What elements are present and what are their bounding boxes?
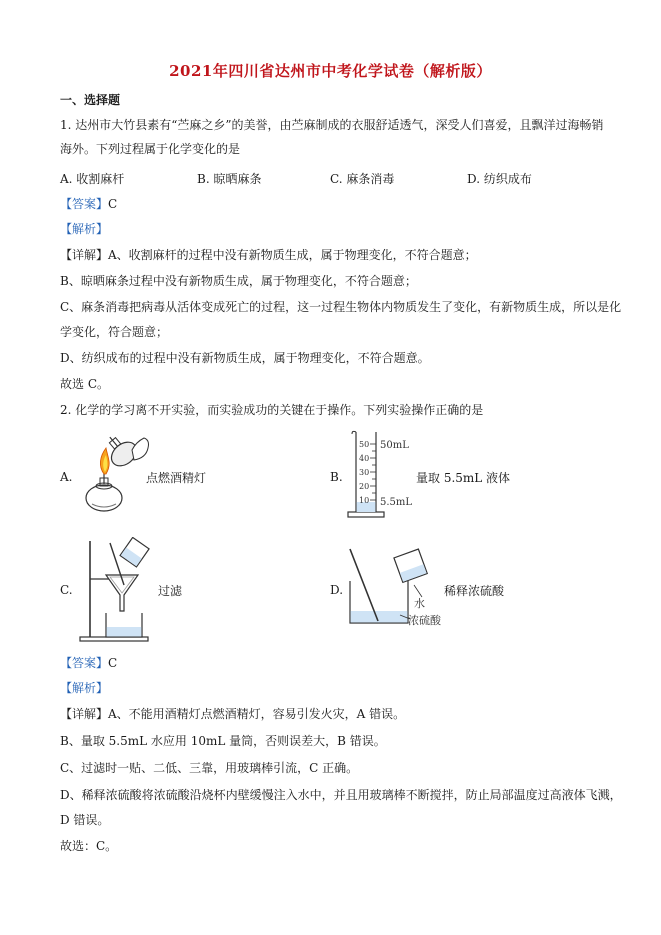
q1-detail-line1	[60, 247, 477, 263]
q2-option-c-caption: 过滤	[158, 584, 183, 598]
q2-option-b-caption: 量取 5.5mL 液体	[416, 471, 511, 485]
page-title: 2021年四川省达州市中考化学试卷（解析版）	[169, 62, 492, 80]
q2-option-a-letter: A.	[60, 470, 73, 484]
q2-option-b-letter: B.	[330, 470, 343, 484]
q1-stem-line2: 海外。下列过程属于化学变化的是	[60, 142, 241, 156]
answer-value: C	[108, 656, 118, 670]
q2-conclusion: 故选：C。	[60, 839, 118, 853]
q1-detail-line5: D、纺织成布的过程中没有新物质生成，属于物理变化，不符合题意。	[60, 351, 430, 365]
q2-option-d-caption: 稀释浓硫酸	[444, 584, 505, 598]
q2-detail-line3: C、过滤时一贴、二低、三靠，用玻璃棒引流，C 正确。	[60, 761, 359, 775]
cylinder-tick-50: 50	[359, 440, 370, 449]
cylinder-reading-label: 5.5mL	[380, 497, 413, 508]
q2-option-a-caption: 点燃酒精灯	[146, 471, 207, 485]
graduated-cylinder-figure	[340, 430, 420, 525]
q2-detail-line4: D、稀释浓硫酸将浓硫酸沿烧杯内壁缓慢注入水中，并且用玻璃棒不断搅拌，防止局部温度过高液体飞溅，	[60, 788, 622, 802]
q1-detail-line3: C、麻条消毒把病毒从活体变成死亡的过程，这一过程生物体内物质发生了变化，有新物质生成，所以是化	[60, 300, 622, 314]
q2-analysis-tag: 【解析】	[60, 681, 109, 695]
q2-detail-line1	[60, 706, 405, 722]
answer-tag: 【答案】	[60, 197, 109, 211]
q1-detail-line4: 学变化，符合题意；	[60, 325, 169, 339]
detail-tag: 【详解】	[60, 707, 109, 721]
answer-tag: 【答案】	[60, 656, 109, 670]
q1-option-a: A. 收割麻杆	[60, 172, 125, 186]
q1-answer	[60, 196, 117, 212]
cylinder-tick-30: 30	[359, 468, 370, 477]
q1-detail-line2: B、晾晒麻条过程中没有新物质生成，属于物理变化，不符合题意；	[60, 274, 417, 288]
q2-detail-line2: B、量取 5.5mL 水应用 10mL 量筒，否则误差大，B 错误。	[60, 734, 386, 748]
cylinder-tick-40: 40	[359, 454, 370, 463]
detail-tag: 【详解】	[60, 248, 109, 262]
detail-text: A、不能用酒精灯点燃酒精灯，容易引发火灾，A 错误。	[108, 707, 406, 721]
alcohol-lamp-figure	[76, 430, 156, 520]
q1-option-b: B. 晾晒麻条	[197, 172, 262, 186]
cylinder-capacity-label: 50mL	[380, 440, 409, 451]
q1-stem-line1: 1. 达州市大竹县素有“苎麻之乡”的美誉，由苎麻制成的衣服舒适透气，深受人们喜爱，且飘洋过海畅销	[60, 118, 604, 132]
q2-answer	[60, 655, 117, 671]
section-heading: 一、选择题	[60, 93, 121, 107]
q1-option-c: C. 麻条消毒	[330, 172, 395, 186]
q2-option-c-letter: C.	[60, 583, 73, 597]
q1-option-d: D. 纺织成布	[467, 172, 532, 186]
cylinder-tick-20: 20	[359, 482, 370, 491]
detail-text: A、收割麻杆的过程中没有新物质生成，属于物理变化，不符合题意；	[108, 248, 477, 262]
answer-value: C	[108, 197, 118, 211]
filtration-figure	[76, 537, 156, 645]
q2-option-d-letter: D.	[330, 583, 344, 597]
q1-analysis-tag: 【解析】	[60, 222, 109, 236]
q1-conclusion: 故选 C。	[60, 377, 109, 391]
acid-label: 浓硫酸	[408, 614, 441, 627]
cylinder-tick-10: 10	[359, 496, 370, 505]
water-label: 水	[414, 597, 425, 610]
q2-stem: 2. 化学的学习离不开实验，而实验成功的关键在于操作。下列实验操作正确的是	[60, 403, 484, 417]
q2-detail-line5: D 错误。	[60, 813, 110, 827]
